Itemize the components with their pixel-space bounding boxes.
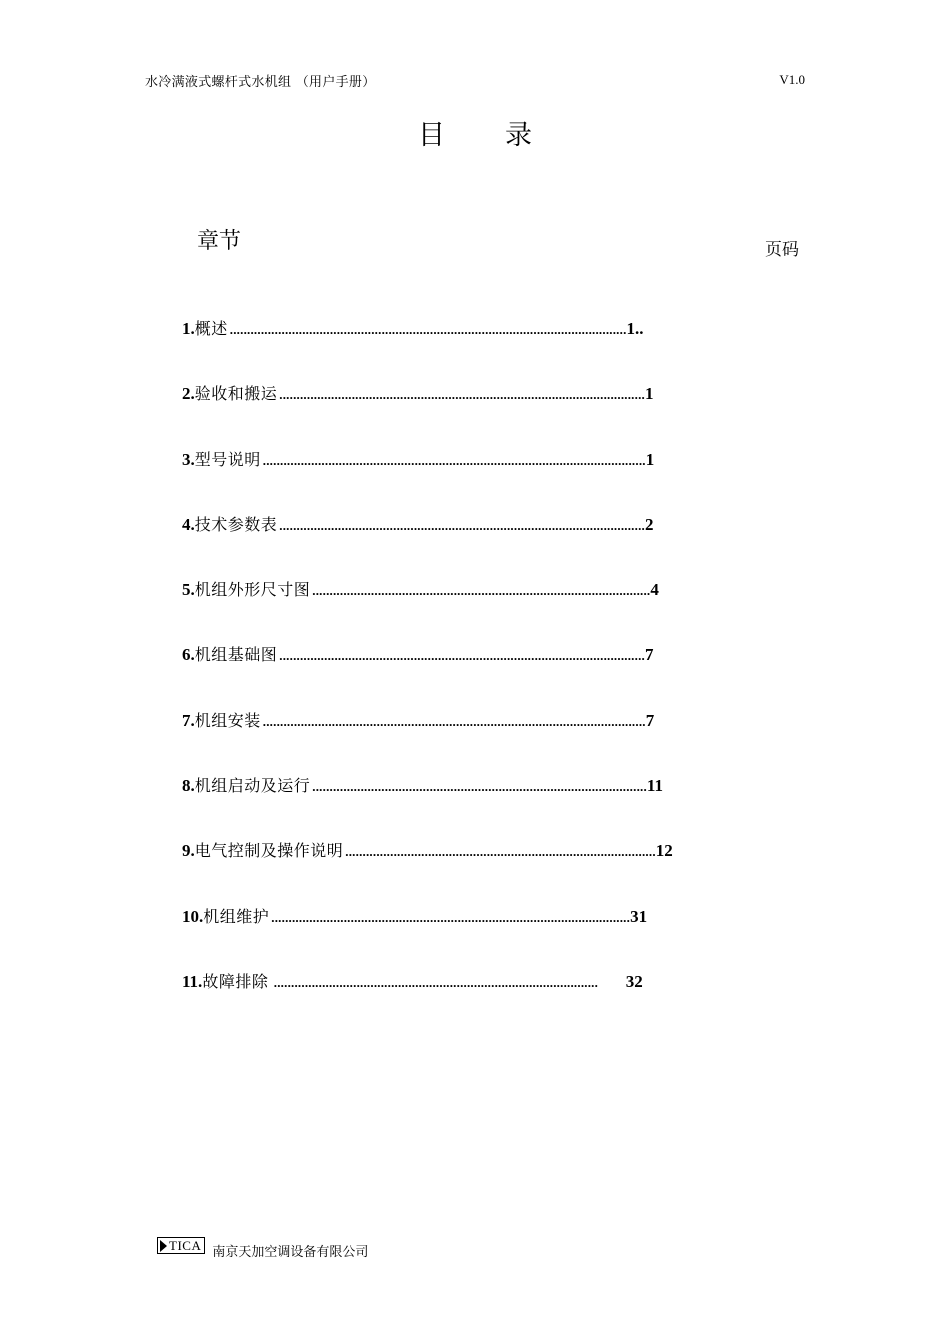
toc-entry-1[interactable] xyxy=(182,316,822,381)
toc-entry-page: 31 xyxy=(630,906,648,926)
toc-entry-number: 4. xyxy=(182,514,195,534)
toc-entry-label: 电气控制及操作说明 xyxy=(194,841,344,861)
toc-entry-9[interactable] xyxy=(182,838,822,903)
toc-dot-leader: .......................................................................................................... xyxy=(279,648,645,664)
toc-entry-number: 11. xyxy=(182,971,203,991)
toc-entry-11[interactable] xyxy=(182,969,822,1034)
toc-entry-label: 型号说明 xyxy=(194,449,261,469)
toc-entry-number: 9. xyxy=(182,841,195,861)
toc-entry-page: 4 xyxy=(650,580,659,600)
company-name: 南京天加空调设备有限公司 xyxy=(212,1245,369,1260)
toc-entry-page: 1.. xyxy=(626,319,644,338)
toc-entry-page: 11 xyxy=(646,776,663,796)
toc-dot-leader: .............................................................................................. xyxy=(270,974,626,990)
toc-entry-label: 技术参数表 xyxy=(194,514,278,534)
toc-dot-leader: .......................................................................................... xyxy=(345,844,656,860)
toc-entry-number: 7. xyxy=(182,710,195,730)
logo-text: TICA xyxy=(169,1238,202,1253)
toc-entry-label: 机组外形尺寸图 xyxy=(194,580,311,600)
toc-entry-number: 8. xyxy=(182,776,195,796)
toc-entry-7[interactable] xyxy=(182,708,822,773)
toc-entry-5[interactable] xyxy=(182,577,822,642)
toc-dot-leader: ............................................................................................................... xyxy=(262,452,646,468)
toc-dot-leader: ............................................................................................................... xyxy=(262,713,646,729)
toc-entry-number: 6. xyxy=(182,645,195,665)
toc-dot-leader: .......................................................................................................... xyxy=(279,517,645,533)
toc-entry-page: 12 xyxy=(655,841,673,861)
toc-entry-10[interactable] xyxy=(182,904,822,969)
toc-entry-label: 机组维护 xyxy=(203,906,270,926)
toc-entry-number: 10. xyxy=(182,906,204,926)
toc-entry-page: 1 xyxy=(644,384,654,404)
toc-dot-leader: ........................................................................................................ xyxy=(271,909,631,925)
toc-dot-leader: ................................................................................................. xyxy=(312,779,647,795)
toc-entry-4[interactable] xyxy=(182,512,822,577)
toc-entry-page: 7 xyxy=(644,645,654,665)
toc-entry-label: 概述 xyxy=(194,319,228,338)
page-column-heading: 页码 xyxy=(765,240,799,260)
toc-dot-leader: .................................................................................................. xyxy=(312,583,651,599)
toc-entry-label: 验收和搬运 xyxy=(194,384,278,404)
page-title: 目录 xyxy=(418,120,592,151)
toc-entry-label: 故障排除 xyxy=(202,971,269,991)
toc-entry-page: 7 xyxy=(645,710,655,730)
toc-entry-number: 2. xyxy=(182,384,195,404)
toc-entry-3[interactable] xyxy=(182,447,822,512)
toc-entry-label: 机组基础图 xyxy=(194,645,278,665)
toc-entry-8[interactable] xyxy=(182,773,822,838)
toc-dot-leader: ................................................................................................................... xyxy=(229,322,627,337)
toc-dot-leader: .......................................................................................................... xyxy=(279,387,645,403)
document-header-title: 水冷满液式螺杆式水机组 （用户手册） xyxy=(145,75,376,90)
toc-entry-page: 32 xyxy=(625,971,643,991)
document-footer xyxy=(157,1236,369,1260)
toc-entry-page: 2 xyxy=(644,514,654,534)
toc-entry-number: 1. xyxy=(182,319,195,338)
toc-entry-page: 1 xyxy=(645,449,655,469)
logo-mark-icon xyxy=(160,1240,167,1252)
toc-entry-number: 3. xyxy=(182,449,195,469)
document-version: V1.0 xyxy=(779,72,805,87)
table-of-contents xyxy=(182,316,822,1034)
tica-logo xyxy=(157,1237,205,1254)
toc-entry-2[interactable] xyxy=(182,381,822,446)
chapter-column-heading: 章节 xyxy=(197,229,242,254)
toc-entry-label: 机组启动及运行 xyxy=(194,776,311,796)
toc-entry-number: 5. xyxy=(182,580,195,600)
toc-entry-label: 机组安装 xyxy=(194,710,261,730)
toc-entry-6[interactable] xyxy=(182,642,822,707)
